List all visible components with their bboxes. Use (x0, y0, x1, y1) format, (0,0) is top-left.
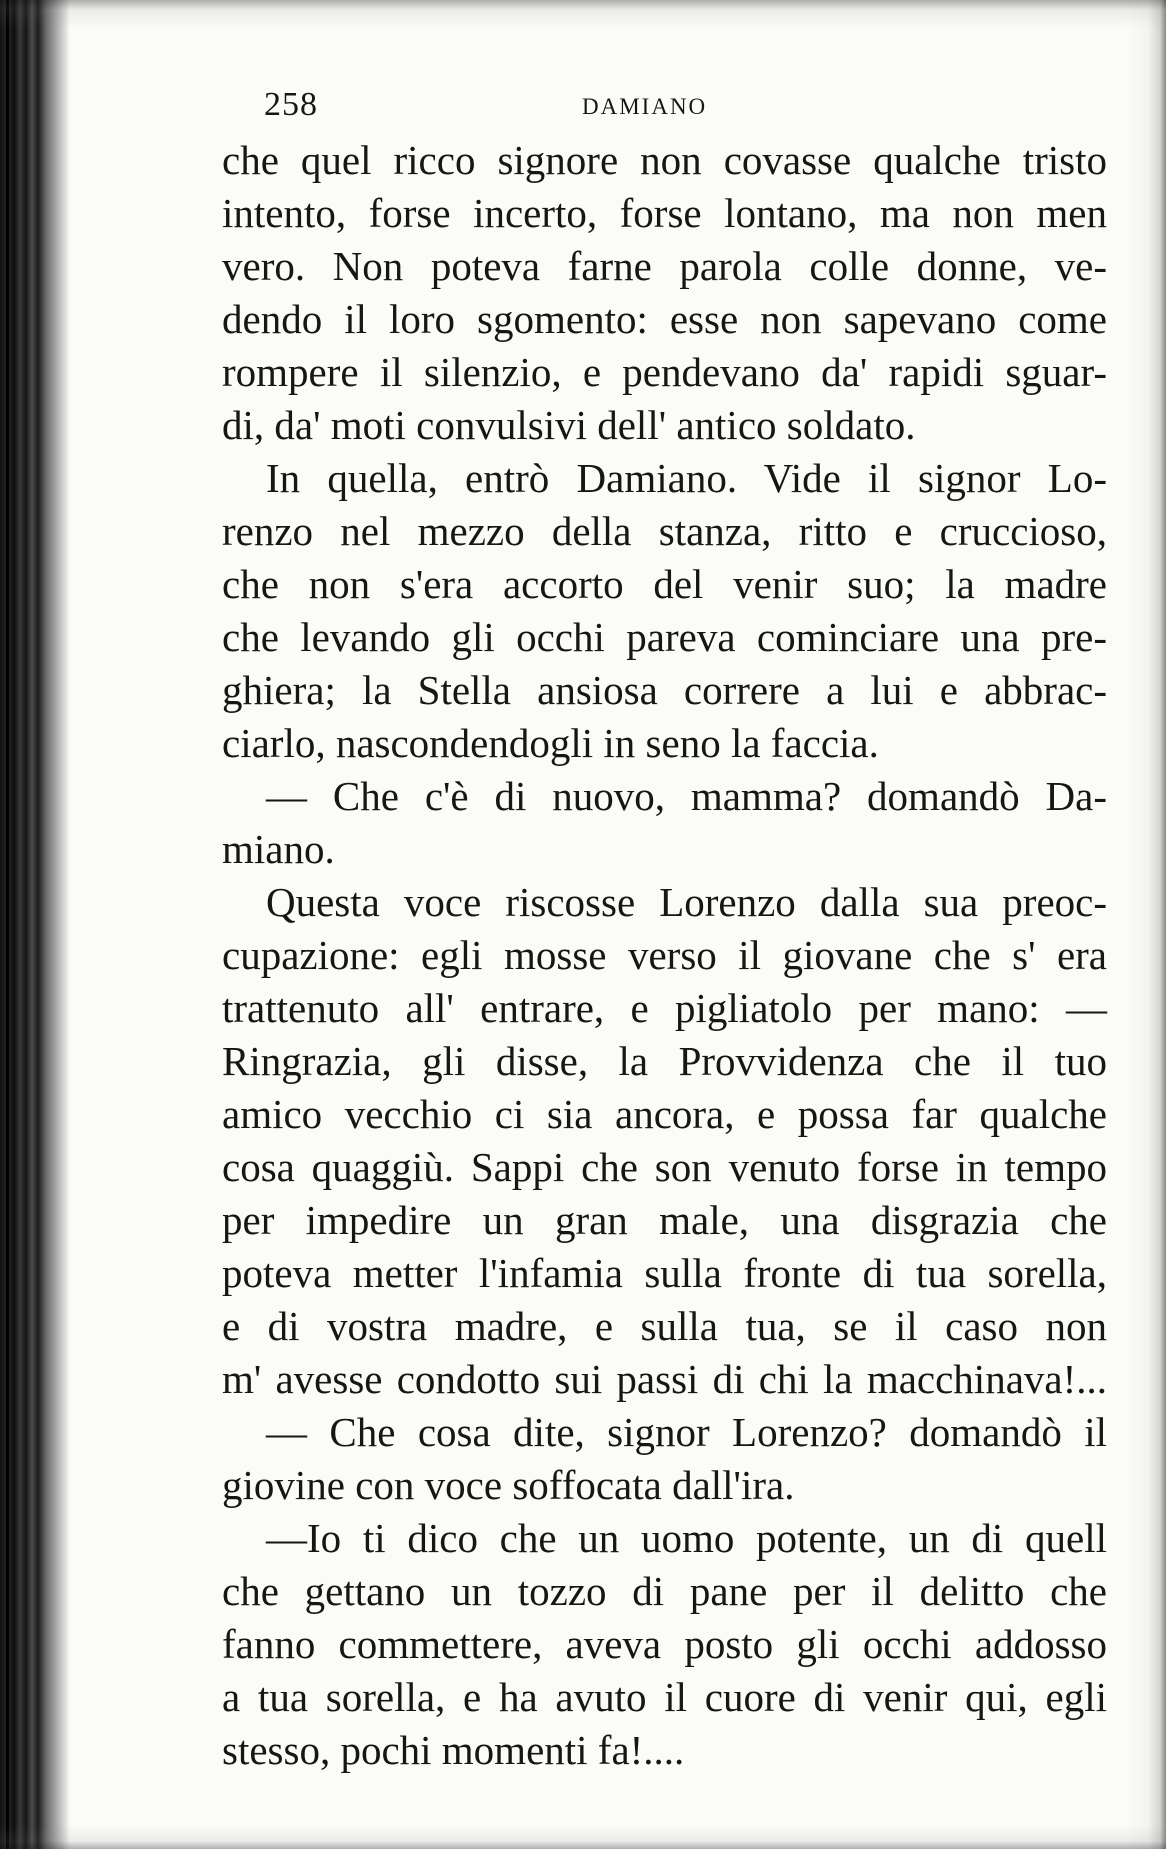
text-line: per impedire un gran male, una disgrazia che (222, 1197, 1107, 1243)
text-line: e di vostra madre, e sulla tua, se il caso non (222, 1303, 1107, 1349)
text-line: che levando gli occhi pareva cominciare una pre- (222, 614, 1107, 660)
running-title: DAMIANO (582, 94, 708, 119)
text-line: rompere il silenzio, e pendevano da' rapidi sguar- (222, 349, 1107, 395)
text-line: Questa voce riscosse Lorenzo dalla sua preoc- (266, 879, 1107, 925)
text-line: trattenuto all' entrare, e pigliatolo per mano: — (222, 985, 1107, 1031)
running-head (264, 86, 764, 126)
text-line: che quel ricco signore non covasse qualche tristo (222, 137, 1107, 183)
text-line: — Che c'è di nuovo, mamma? domandò Da- (266, 773, 1107, 819)
text-line: dendo il loro sgomento: esse non sapevano come (222, 296, 1107, 342)
text-line: fanno commettere, aveva posto gli occhi addosso (222, 1621, 1107, 1667)
text-line: ciarlo, nascondendogli in seno la faccia. (222, 720, 879, 766)
text-line: giovine con voce soffocata dall'ira. (222, 1462, 795, 1508)
text-line: In quella, entrò Damiano. Vide il signor Lo- (266, 455, 1107, 501)
text-line: che non s'era accorto del venir suo; la madre (222, 561, 1107, 607)
page-bottom-edge (0, 1825, 1166, 1849)
text-line: amico vecchio ci sia ancora, e possa far qualche (222, 1091, 1107, 1137)
text-line: renzo nel mezzo della stanza, ritto e cruccioso, (222, 508, 1107, 554)
text-line: — Che cosa dite, signor Lorenzo? domandò il (266, 1409, 1107, 1455)
text-line: intento, forse incerto, forse lontano, ma non men (222, 190, 1107, 236)
text-line: stesso, pochi momenti fa!.... (222, 1727, 685, 1773)
text-line: —Io ti dico che un uomo potente, un di quell (266, 1515, 1107, 1561)
text-line: vero. Non poteva farne parola colle donne, ve- (222, 243, 1107, 289)
text-line: di, da' moti convulsivi dell' antico soldato. (222, 402, 916, 448)
text-line: m' avesse condotto sui passi di chi la macchinava!... (222, 1356, 1107, 1402)
page-number: 258 (264, 86, 318, 123)
text-line: cosa quaggiù. Sappi che son venuto forse in tempo (222, 1144, 1107, 1190)
text-line: a tua sorella, e ha avuto il cuore di venir qui, egli (222, 1674, 1107, 1720)
text-line: poteva metter l'infamia sulla fronte di tua sorella, (222, 1250, 1107, 1296)
page-top-edge (0, 0, 1166, 28)
body-text (222, 134, 1107, 1777)
text-line: Ringrazia, gli disse, la Provvidenza che il tuo (222, 1038, 1107, 1084)
text-line: ghiera; la Stella ansiosa correre a lui e abbrac- (222, 667, 1107, 713)
text-line: miano. (222, 826, 335, 872)
text-line: che gettano un tozzo di pane per il delitto che (222, 1568, 1107, 1614)
page-right-edge (1126, 0, 1166, 1849)
book-binding-edge (0, 0, 70, 1849)
text-line: cupazione: egli mosse verso il giovane che s' era (222, 932, 1107, 978)
